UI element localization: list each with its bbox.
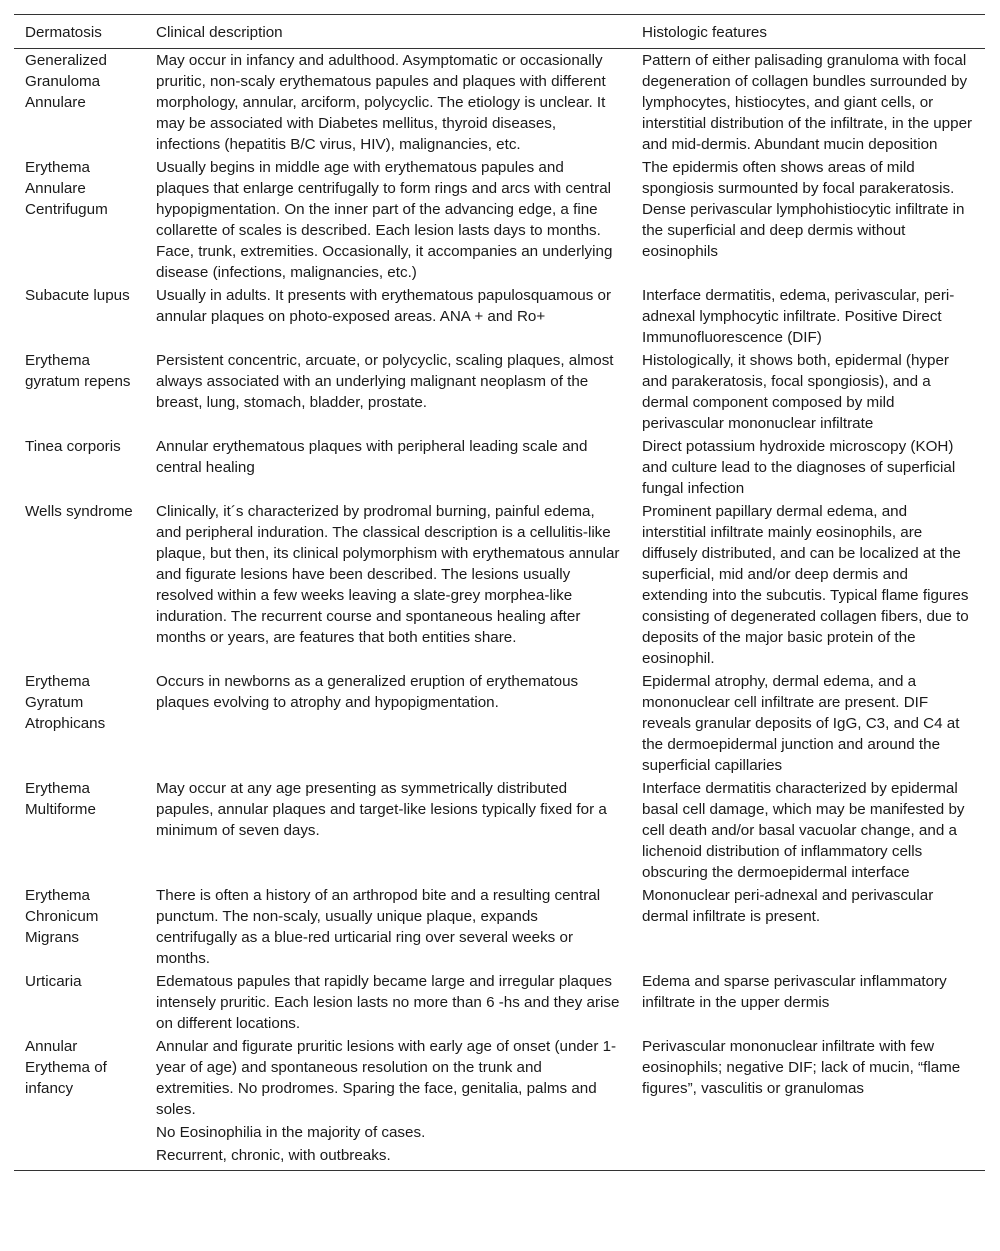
histologic-features-cell: Interface dermatitis characterized by epidermal basal cell damage, which may be manifested by cell death and/or basal vacuolar change, and a lichenoid distribution of inflammatory cells obscuring the dermoepidermal interface xyxy=(642,780,965,881)
clinical-paragraph: May occur in infancy and adulthood. Asymptomatic or occasionally pruritic, non-scaly erythematous papules and plaques with different morphology, annular, arciform, polycyclic. The etiology is unclear. It may be associated with Diabetes mellitus, thyroid diseases, infections (hepatitis B/C virus, HIV), malignancies, etc. xyxy=(156,52,606,153)
table-row xyxy=(14,49,985,157)
clinical-description-cell xyxy=(145,49,631,157)
clinical-description-cell xyxy=(145,777,631,884)
dermatosis-cell: Generalized Granuloma Annulare xyxy=(25,52,107,111)
clinical-description-cell xyxy=(145,884,631,970)
clinical-description-cell xyxy=(145,1035,631,1171)
dermatosis-cell: Erythema Annulare Centrifugum xyxy=(25,159,108,218)
dermatosis-cell: Erythema Gyratum Atrophicans xyxy=(25,673,106,732)
histologic-features-cell: Histologically, it shows both, epidermal (hyper and parakeratosis, focal spongiosis), and a dermal component composed by mild perivascular mononuclear infiltrate xyxy=(642,352,949,432)
header-dermatosis: Dermatosis xyxy=(14,15,145,49)
clinical-description-cell xyxy=(145,670,631,777)
clinical-paragraph: Clinically, it´s characterized by prodromal burning, painful edema, and peripheral induration. The classical description is a cellulitis-like plaque, but then, its clinical polymorphism with erythematous annular and figurate lesions have been described. The lesions usually resolved within a few weeks leaving a slate-grey morphea-like induration. The recurrent course and spontaneous healing after months or years, are features that both entities share. xyxy=(156,503,620,646)
clinical-description-cell xyxy=(145,500,631,670)
table-row xyxy=(14,156,985,284)
histologic-features-cell: Perivascular mononuclear infiltrate with few eosinophils; negative DIF; lack of mucin, “flame figures”, vasculitis or granulomas xyxy=(631,1035,985,1171)
clinical-paragraph: No Eosinophilia in the majority of cases. xyxy=(156,1124,426,1141)
histologic-features-cell: Interface dermatitis, edema, perivascular, peri-adnexal lymphocytic infiltrate. Positive Direct Immunofluorescence (DIF) xyxy=(642,287,955,346)
clinical-paragraph: Usually begins in middle age with erythematous papules and plaques that enlarge centrifugally to form rings and arcs with central hypopigmentation. On the inner part of the advancing edge, a fine collarette of scales is described. Each lesion lasts days to months. Face, trunk, extremities. Occasionally, it accompanies an underlying disease (infections, malignancies, etc.) xyxy=(156,159,613,281)
dermatosis-table-container xyxy=(14,14,985,1171)
clinical-description-cell xyxy=(145,349,631,435)
dermatosis-cell: Wells syndrome xyxy=(25,503,133,520)
table-body xyxy=(14,49,985,1171)
clinical-paragraph: Recurrent, chronic, with outbreaks. xyxy=(156,1147,391,1164)
clinical-paragraph: Occurs in newborns as a generalized eruption of erythematous plaques evolving to atrophy and hypopigmentation. xyxy=(156,673,579,711)
clinical-paragraph: Annular erythematous plaques with peripheral leading scale and central healing xyxy=(156,438,588,476)
header-clinical-description: Clinical description xyxy=(145,15,631,49)
table-row xyxy=(14,435,985,500)
histologic-features-cell: Pattern of either palisading granuloma with focal degeneration of collagen bundles surrounded by lymphocytes, histiocytes, and giant cells, or interstitial distribution of the infiltrate, in the upper and mid-dermis. Abundant mucin deposition xyxy=(642,52,973,153)
dermatosis-cell: Urticaria xyxy=(25,973,82,990)
histologic-features-cell: Epidermal atrophy, dermal edema, and a mononuclear cell infiltrate are present. DIF reveals granular deposits of IgG, C3, and C4 at the dermoepidermal junction and around the superficial capillaries xyxy=(642,673,960,774)
clinical-paragraph: May occur at any age presenting as symmetrically distributed papules, annular plaques and target-like lesions typically fixed for a minimum of seven days. xyxy=(156,780,607,839)
table-header xyxy=(14,15,985,49)
table-row xyxy=(14,970,985,1035)
table-row xyxy=(14,500,985,670)
histologic-features-cell: Edema and sparse perivascular inflammatory infiltrate in the upper dermis xyxy=(642,973,947,1011)
header-row xyxy=(14,15,985,49)
histologic-features-cell: Mononuclear peri-adnexal and perivascular dermal infiltrate is present. xyxy=(642,887,934,925)
dermatosis-table xyxy=(14,14,985,1171)
clinical-paragraph: Annular and figurate pruritic lesions with early age of onset (under 1-year of age) and spontaneous resolution on the trunk and extremities. No prodromes. Sparing the face, genitalia, palms and soles. xyxy=(156,1038,617,1118)
dermatosis-cell: Subacute lupus xyxy=(25,287,130,304)
histologic-features-cell: Direct potassium hydroxide microscopy (KOH) and culture lead to the diagnoses of superficial fungal infection xyxy=(642,438,956,497)
histologic-features-cell: Prominent papillary dermal edema, and interstitial infiltrate mainly eosinophils, are diffusely distributed, and can be localized at the superficial, mid and/or deep dermis and extending into the subcutis. Typical flame figures consisting of degenerated collagen fibers, due to deposits of the major basic protein of the eosinophil. xyxy=(642,503,969,667)
table-row xyxy=(14,1035,985,1171)
clinical-paragraph: Edematous papules that rapidly became large and irregular plaques intensely pruritic. Each lesion lasts no more than 6 -hs and they arise on different locations. xyxy=(156,973,620,1032)
clinical-description-cell xyxy=(145,284,631,349)
clinical-paragraph: Usually in adults. It presents with erythematous papulosquamous or annular plaques on photo-exposed areas. ANA + and Ro+ xyxy=(156,287,612,325)
histologic-features-cell: The epidermis often shows areas of mild spongiosis surmounted by focal parakeratosis. Dense perivascular lymphohistiocytic infiltrate in the superficial and deep dermis without eosinophils xyxy=(642,159,965,260)
dermatosis-cell: Erythema Chronicum Migrans xyxy=(25,887,99,946)
dermatosis-cell: Annular Erythema of infancy xyxy=(14,1035,145,1171)
header-histologic-features: Histologic features xyxy=(631,15,985,49)
clinical-paragraph: Persistent concentric, arcuate, or polycyclic, scaling plaques, almost always associated with an underlying malignant neoplasm of the breast, lung, stomach, bladder, prostate. xyxy=(156,352,614,411)
table-row xyxy=(14,884,985,970)
table-row xyxy=(14,284,985,349)
table-row xyxy=(14,777,985,884)
table-row xyxy=(14,349,985,435)
dermatosis-cell: Erythema Multiforme xyxy=(25,780,96,818)
clinical-description-cell xyxy=(145,435,631,500)
clinical-paragraph: There is often a history of an arthropod bite and a resulting central punctum. The non-scaly, usually unique plaque, expands centrifugally as a blue-red urticarial ring over several weeks or months. xyxy=(156,887,601,967)
dermatosis-cell: Erythema gyratum repens xyxy=(25,352,131,390)
clinical-description-cell xyxy=(145,970,631,1035)
dermatosis-cell: Tinea corporis xyxy=(25,438,121,455)
clinical-description-cell xyxy=(145,156,631,284)
table-row xyxy=(14,670,985,777)
